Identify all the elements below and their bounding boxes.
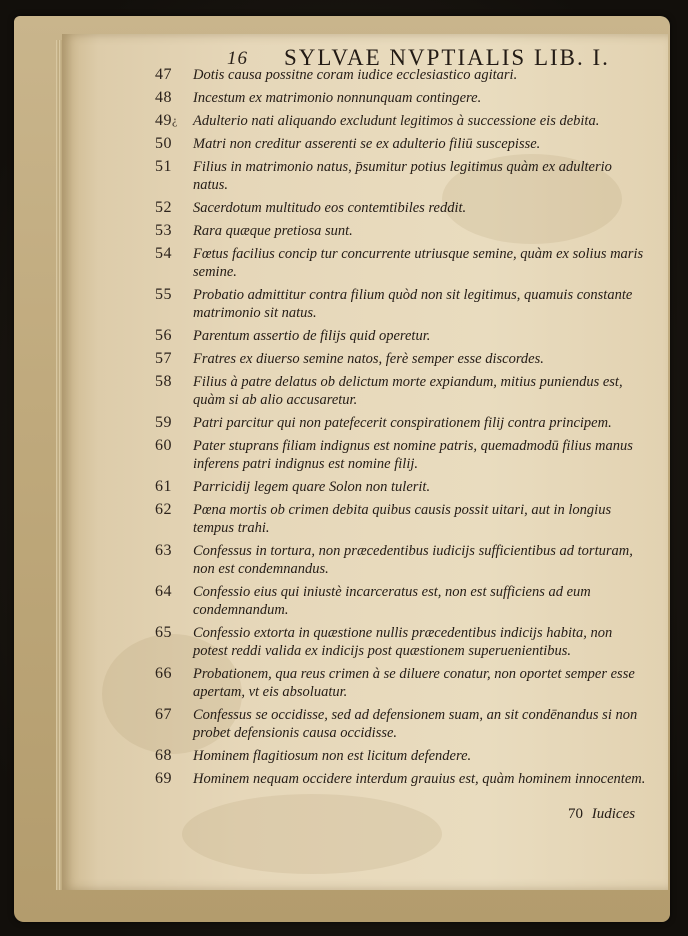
entry-text: Fratres ex diuerso semine natos, ferè semper esse discordes. <box>193 351 544 367</box>
entry-text: Matri non creditur asserenti se ex adulterio filiū suscepisse. <box>193 136 541 152</box>
entry-text: Parricidij legem quare Solon non tulerit. <box>193 479 431 495</box>
entry-number: 68 <box>155 747 172 764</box>
entry-number: 67 <box>155 706 172 723</box>
entry-text: Hominem flagitiosum non est licitum defendere. <box>193 748 472 764</box>
entry-number: 60 <box>155 437 172 454</box>
list-item <box>155 199 654 217</box>
entry-number: 57 <box>155 350 172 367</box>
entry-number: 56 <box>155 327 172 344</box>
entry-text: Parentum assertio de filijs quid operetur. <box>193 328 431 344</box>
page-header <box>62 36 668 70</box>
entry-number: 65 <box>155 624 172 641</box>
catchword <box>568 806 635 823</box>
list-item <box>155 478 654 496</box>
entry-text: Confessio eius qui iniustè incarceratus est, non est sufficiens ad eum condemnandum. <box>193 584 591 618</box>
entry-list <box>155 66 654 793</box>
entry-number: 50 <box>155 135 172 152</box>
entry-number: 62 <box>155 501 172 518</box>
entry-number: 53 <box>155 222 172 239</box>
entry-number: 47 <box>155 66 172 83</box>
list-item <box>155 747 654 765</box>
entry-number: 66 <box>155 665 172 682</box>
entry-text: Probationem, qua reus crimen à se diluere conatur, non oportet semper esse apertam, vt eis absoluatur. <box>193 666 635 700</box>
list-item <box>155 245 654 281</box>
list-item <box>155 66 654 84</box>
paper-stain <box>182 794 442 874</box>
list-item <box>155 583 654 619</box>
entry-number: 48 <box>155 89 172 106</box>
entry-text: Rara quæque pretiosa sunt. <box>193 223 353 239</box>
entry-text: Pater stuprans filiam indignus est nomine patris, quemadmodū filius manus inferens patri indignus est nomine filij. <box>193 438 633 472</box>
list-item <box>155 327 654 345</box>
entry-text: Probatio admittitur contra filium quòd non sit legitimus, quamuis constante matrimonio sit natus. <box>193 287 633 321</box>
entry-number: 61 <box>155 478 172 495</box>
catchword-number: 70 <box>568 806 583 822</box>
catchword-text: Iudices <box>591 806 636 822</box>
list-item <box>155 414 654 432</box>
entry-text: Pœna mortis ob crimen debita quibus causis possit uitari, aut in longius tempus trahi. <box>193 502 612 536</box>
list-item <box>155 89 654 107</box>
list-item <box>155 158 654 194</box>
entry-number: 55 <box>155 286 172 303</box>
list-item <box>155 624 654 660</box>
entry-text: Filius à patre delatus ob delictum morte expiandum, mitius puniendus est, quàm si ab alio accusaretur. <box>193 374 623 408</box>
entry-number: 59 <box>155 414 172 431</box>
folio-number: 16 <box>227 48 248 69</box>
entry-number: 51 <box>155 158 172 175</box>
entry-number: 64 <box>155 583 172 600</box>
list-item <box>155 222 654 240</box>
entry-number: 63 <box>155 542 172 559</box>
entry-number: 54 <box>155 245 172 262</box>
entry-text: Incestum ex matrimonio nonnunquam contingere. <box>193 90 482 106</box>
entry-text: Dotis causa possitne coram iudice ecclesiastico agitari. <box>193 67 518 83</box>
entry-text: Sacerdotum multitudo eos contemtibiles reddit. <box>193 200 467 216</box>
entry-number: 58 <box>155 373 172 390</box>
running-title: SYLVAE NVPTIALIS LIB. I. <box>284 45 610 70</box>
list-item <box>155 770 654 788</box>
list-item <box>155 373 654 409</box>
entry-number: 69 <box>155 770 172 787</box>
list-item <box>155 542 654 578</box>
list-item <box>155 135 654 153</box>
entry-text: Confessio extorta in quæstione nullis præcedentibus indicijs habita, non potest reddi valida ex indicijs post quæstionem superuenientibus. <box>193 625 613 659</box>
entry-text: Patri parcitur qui non patefecerit conspirationem filij contra principem. <box>193 415 612 431</box>
entry-text: Hominem nequam occidere interdum grauius est, quàm hominem innocentem. <box>193 771 646 787</box>
entry-number: 49 <box>155 112 172 129</box>
list-item <box>155 112 654 130</box>
entry-number: 52 <box>155 199 172 216</box>
entry-text: Adulterio nati aliquando excludunt legitimos à successione eis debita. <box>193 113 600 129</box>
list-item <box>155 706 654 742</box>
entry-text: Confessus se occidisse, sed ad defensionem suam, an sit condēnandus si non probet defensionis causa occidisse. <box>193 707 638 741</box>
entry-text: Filius in matrimonio natus, p̄sumitur potius legitimus quàm ex adulterio natus. <box>193 159 612 193</box>
list-item <box>155 350 654 368</box>
margin-mark: ¿ <box>172 113 178 127</box>
entry-text: Confessus in tortura, non præcedentibus iudicijs sufficientibus ad torturam, non est condemnandus. <box>193 543 633 577</box>
list-item <box>155 437 654 473</box>
list-item <box>155 501 654 537</box>
entry-text: Fœtus facilius concip tur concurrente utriusque semine, quàm ex solius maris semine. <box>193 246 644 280</box>
list-item <box>155 665 654 701</box>
list-item <box>155 286 654 322</box>
